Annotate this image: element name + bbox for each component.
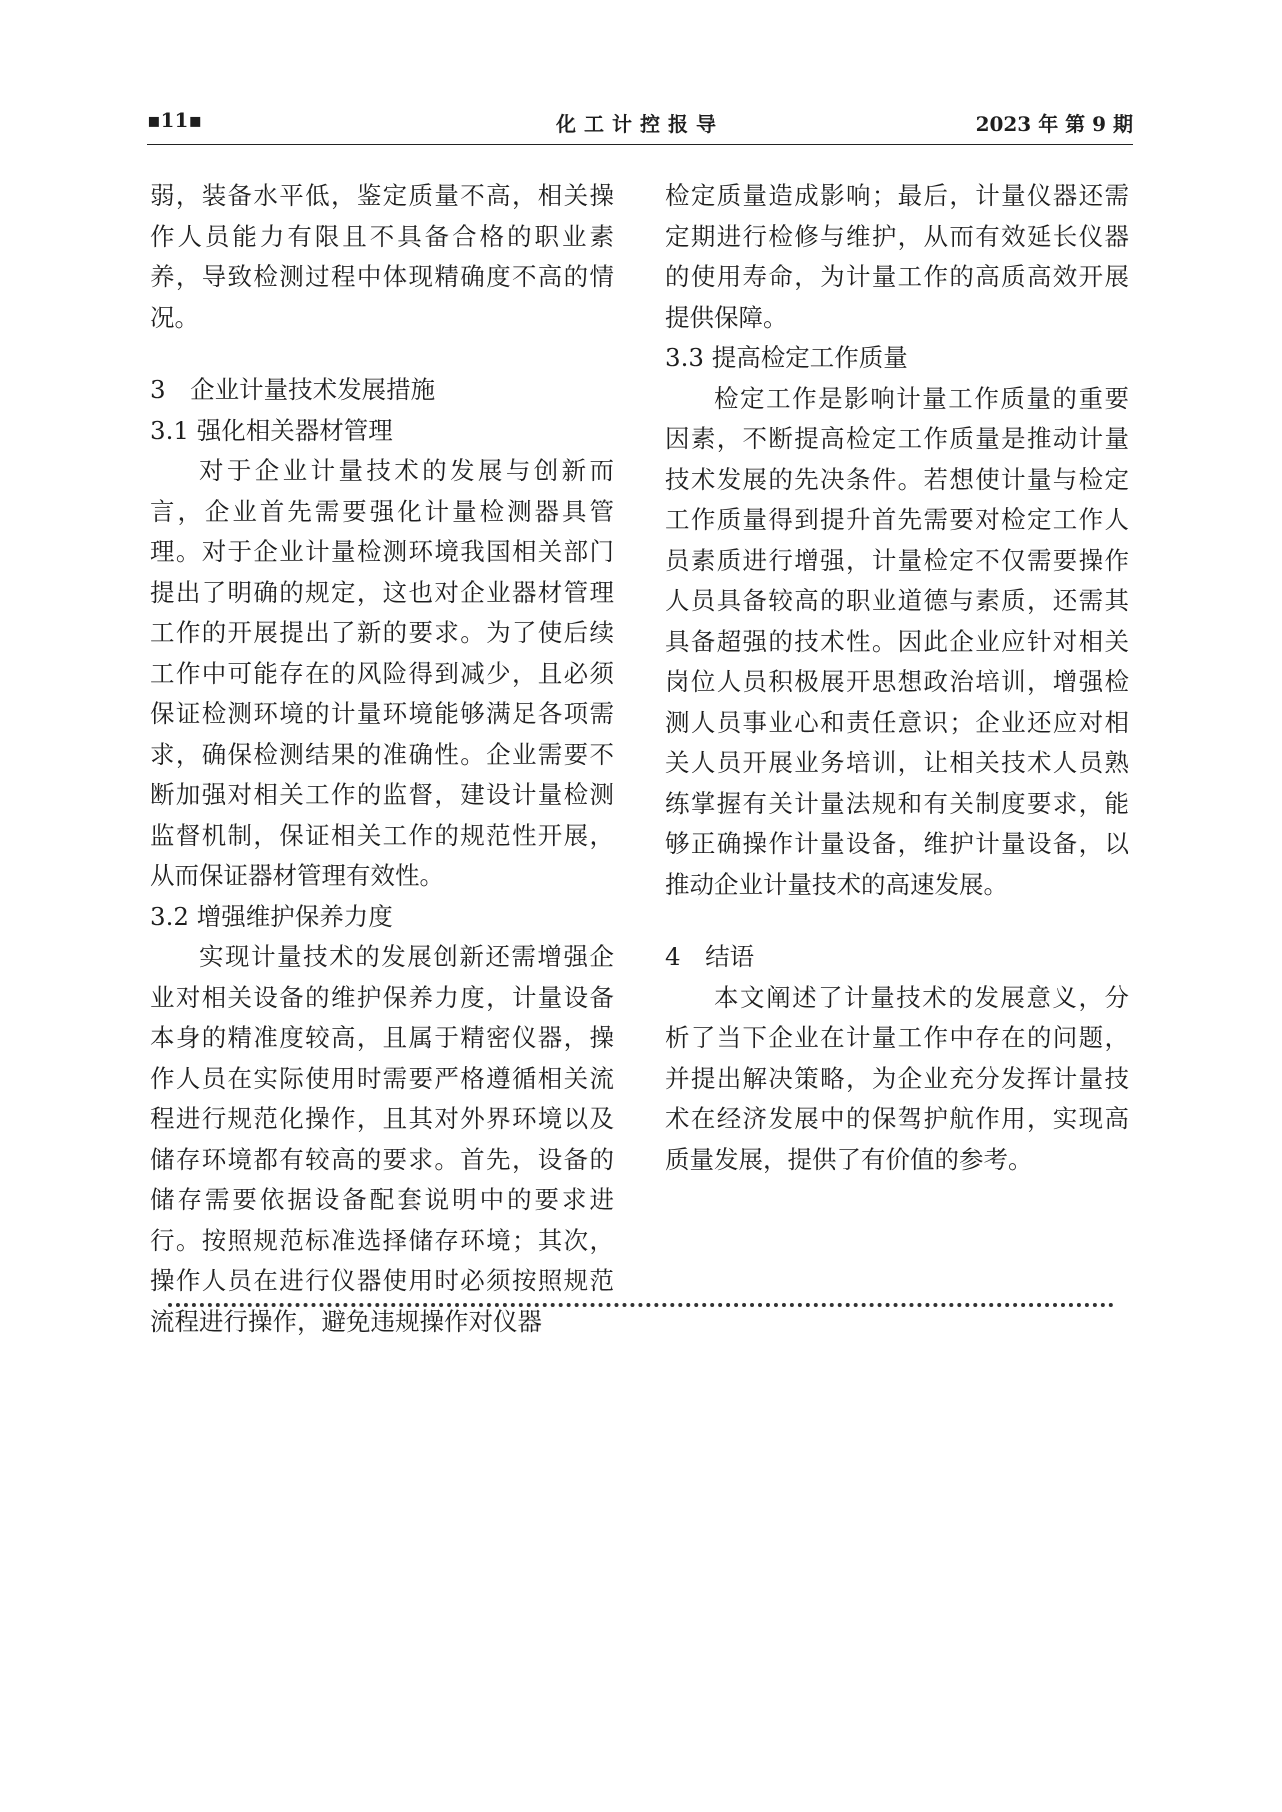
section-3-heading: 3 企业计量技术发展措施 [150,375,436,404]
right-column [665,176,1129,1180]
subsection-3-1-paragraph: 对于企业计量技术的发展与创新而言，企业首先需要强化计量检测器具管理。对于企业计量检测环境我国相关部门提出了明确的规定，这也对企业器材管理工作的开展提出了新的要求。为了使后续工作中可能存在的风险得到减少，且必须保证检测环境的计量环境能够满足各项需求，确保检测结果的准确性。企业需要不断加强对相关工作的监督，建设计量检测监督机制，保证相关工作的规范性开展，从而保证器材管理有效性。 [150,456,614,890]
paragraph-continued: 弱，装备水平低，鉴定质量不高，相关操作人员能力有限且不具备合格的职业素养，导致检测过程中体现精确度不高的情况。 [150,181,614,332]
subsection-3-2-paragraph-continued: 检定质量造成影响；最后，计量仪器还需定期进行检修与维护，从而有效延长仪器的使用寿命，为计量工作的高质高效开展提供保障。 [665,181,1129,332]
end-of-article-dotted-rule [168,1303,1114,1307]
left-column [150,176,614,1342]
section-4-heading: 4 结语 [665,942,755,971]
section-gap [150,338,614,370]
subsection-3-2-heading: 3.2 增强维护保养力度 [150,901,393,931]
subsection-3-2-paragraph: 实现计量技术的发展创新还需增强企业对相关设备的维护保养力度，计量设备本身的精准度较高，且属于精密仪器，操作人员在实际使用时需要严格遵循相关流程进行规范化操作，且其对外界环境以及储存环境都有较高的要求。首先，设备的储存需要依据设备配套说明中的要求进行。按照规范标准选择储存环境；其次，操作人员在进行仪器使用时必须按照规范流程进行操作，避免违规操作对仪器 [150,942,614,1336]
subsection-3-3-heading: 3.3 提高检定工作质量 [665,343,908,372]
subsection-3-1-heading: 3.1 强化相关器材管理 [150,415,393,445]
issue-label: 2023 年 第 9 期 [975,112,1133,136]
running-header [147,104,1133,145]
page-number: ▪11▪ [147,108,202,132]
section-gap [665,905,1129,937]
subsection-3-3-paragraph: 检定工作是影响计量工作质量的重要因素，不断提高检定工作质量是推动计量技术发展的先决条件。若想使计量与检定工作质量得到提升首先需要对检定工作人员素质进行增强，计量检定不仅需要操作人员具备较高的职业道德与素质，还需其具备超强的技术性。因此企业应针对相关岗位人员积极展开思想政治培训，增强检测人员事业心和责任意识；企业还应对相关人员开展业务培训，让相关技术人员熟练掌握有关计量法规和有关制度要求，能够正确操作计量设备，维护计量设备，以推动企业计量技术的高速发展。 [665,383,1129,899]
journal-title: 化工计控报导 [556,112,724,136]
conclusion-paragraph: 本文阐述了计量技术的发展意义，分析了当下企业在计量工作中存在的问题，并提出解决策略，为企业充分发挥计量技术在经济发展中的保驾护航作用，实现高质量发展，提供了有价值的参考。 [665,982,1129,1174]
